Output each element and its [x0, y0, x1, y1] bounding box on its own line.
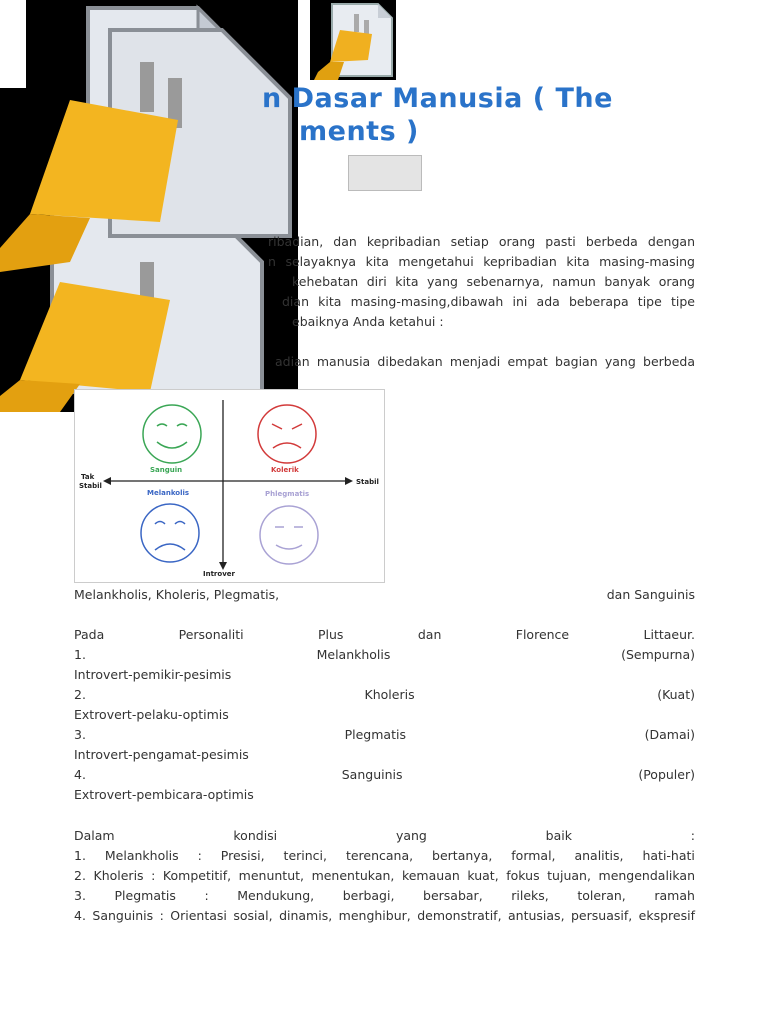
- intro-line-6: adian manusia dibedakan menjadi empat bagian yang berbeda: [275, 354, 695, 369]
- word: :: [197, 848, 202, 863]
- list-item: [74, 767, 695, 785]
- word: 3.: [74, 888, 86, 903]
- list-tag: (Damai): [644, 727, 695, 742]
- word: Pada: [74, 627, 105, 642]
- list-name: Melankholis: [316, 647, 391, 662]
- list-desc: Extrovert-pelaku-optimis: [74, 707, 229, 722]
- list-num: 1.: [74, 647, 86, 662]
- word: Mendukung,: [237, 888, 315, 903]
- word: Florence: [515, 627, 570, 642]
- word: Littaeur.: [643, 627, 695, 642]
- list-name: Plegmatis: [344, 727, 406, 742]
- phlegmatis-face-icon: [260, 506, 318, 564]
- kondisi-line-1: [74, 848, 695, 866]
- word: kondisi: [233, 828, 278, 843]
- word: rileks,: [511, 888, 549, 903]
- word: :: [690, 828, 695, 843]
- sanguin-label: Sanguin: [150, 466, 183, 474]
- intro-line-3: kehebatan diri kita yang sebenarnya, namun banyak orang: [292, 274, 695, 289]
- kondisi-line-3: [74, 888, 695, 906]
- left-axis-label-1: Tak: [81, 473, 95, 481]
- word: berbagi,: [342, 888, 395, 903]
- title-line-1: n Dasar Manusia ( The: [262, 83, 613, 114]
- list-tag: (Kuat): [657, 687, 695, 702]
- kondisi-line-2: 2. Kholeris : Kompetitif, menuntut, menentukan, kemauan kuat, fokus tujuan, mengendalikan: [74, 868, 695, 883]
- word: Melankholis: [104, 848, 179, 863]
- phlegmatis-label: Phlegmatis: [265, 490, 310, 498]
- kolerik-face-icon: [258, 405, 316, 463]
- word: Plegmatis: [114, 888, 176, 903]
- word: hati-hati: [642, 848, 695, 863]
- temperament-diagram: [74, 389, 385, 583]
- word: formal,: [511, 848, 556, 863]
- list-num: 3.: [74, 727, 86, 742]
- list-item: [74, 727, 695, 745]
- personality-source-line: [74, 627, 695, 645]
- word: 1.: [74, 848, 86, 863]
- melankolis-face-icon: [141, 504, 199, 562]
- list-num: 2.: [74, 687, 86, 702]
- word: ramah: [654, 888, 695, 903]
- word: bersabar,: [423, 888, 483, 903]
- sanguin-face-icon: [143, 405, 201, 463]
- list-desc: Extrovert-pembicara-optimis: [74, 787, 254, 802]
- kondisi-heading: [74, 828, 695, 846]
- page-title: [262, 82, 732, 148]
- left-axis-label-2: Stabil: [79, 482, 102, 490]
- list-tag: (Populer): [638, 767, 695, 782]
- word: Dalam: [74, 828, 115, 843]
- word: bertanya,: [432, 848, 493, 863]
- word: yang: [395, 828, 427, 843]
- title-image-thumbnail: [348, 155, 422, 191]
- word: analitis,: [574, 848, 624, 863]
- list-item: [74, 687, 695, 705]
- types-line: [74, 587, 695, 605]
- word: terencana,: [345, 848, 414, 863]
- types-left: Melankholis, Kholeris, Plegmatis,: [74, 587, 280, 602]
- kondisi-line-4: 4. Sanguinis : Orientasi sosial, dinamis, menghibur, demonstratif, antusias, persuasif, ekspresif: [74, 908, 695, 923]
- intro-line-2: n selayaknya kita mengetahui kepribadian kita masing-masing: [268, 254, 695, 269]
- word: terinci,: [283, 848, 327, 863]
- word: Presisi,: [220, 848, 265, 863]
- melankolis-label: Melankolis: [147, 489, 190, 497]
- right-axis-label: Stabil: [356, 478, 379, 486]
- word: dan: [417, 627, 442, 642]
- word: toleran,: [577, 888, 626, 903]
- intro-line-5: ebaiknya Anda ketahui :: [292, 314, 444, 329]
- kolerik-label: Kolerik: [271, 466, 299, 474]
- types-right: dan Sanguinis: [606, 587, 695, 602]
- word: Plus: [318, 627, 344, 642]
- word: :: [204, 888, 209, 903]
- intro-line-4: dian kita masing-masing,dibawah ini ada beberapa tipe tipe: [282, 294, 695, 309]
- word: Personaliti: [178, 627, 244, 642]
- word: baik: [545, 828, 572, 843]
- bottom-axis-label: Introver: [203, 570, 235, 578]
- title-line-2: ments ): [299, 116, 419, 147]
- intro-line-1: ribadian, dan kepribadian setiap orang pasti berbeda dengan: [268, 234, 695, 249]
- list-desc: Introvert-pengamat-pesimis: [74, 747, 249, 762]
- list-name: Sanguinis: [341, 767, 403, 782]
- plugin-icon-small: [310, 0, 396, 80]
- list-item: [74, 647, 695, 665]
- list-name: Kholeris: [364, 687, 415, 702]
- list-tag: (Sempurna): [621, 647, 695, 662]
- plugin-icon-large: [0, 0, 298, 412]
- list-num: 4.: [74, 767, 86, 782]
- list-desc: Introvert-pemikir-pesimis: [74, 667, 232, 682]
